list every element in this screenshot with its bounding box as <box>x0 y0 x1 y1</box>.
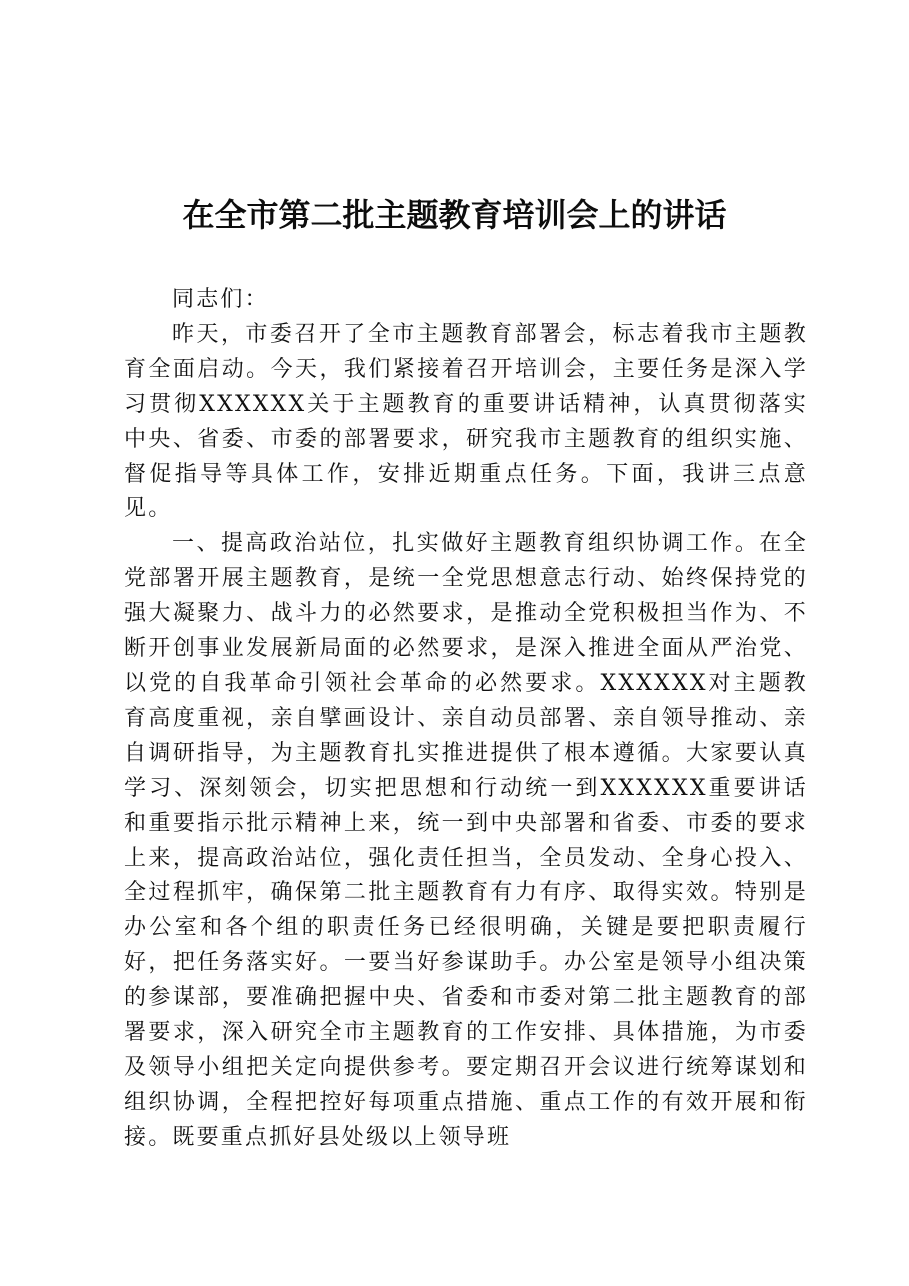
document-body <box>124 283 808 1156</box>
document-title: 在全市第二批主题教育培训会上的讲话 <box>182 196 727 234</box>
paragraph-section-one: 一、提高政治站位，扎实做好主题教育组织协调工作。在全党部署开展主题教育，是统一全党思想意志行动、始终保持党的强大凝聚力、战斗力的必然要求，是推动全党积极担当作为、不断开创事业发展新局面的必然要求，是深入推进全面从严治党、以党的自我革命引领社会革命的必然要求。XXXXXX对主题教育高度重视，亲自擘画设计、亲自动员部署、亲自领导推动、亲自调研指导，为主题教育扎实推进提供了根本遵循。大家要认真学习、深刻领会，切实把思想和行动统一到XXXXXX重要讲话和重要指示批示精神上来，统一到中央部署和省委、市委的要求上来，提高政治站位，强化责任担当，全员发动、全身心投入、全过程抓牢，确保第二批主题教育有力有序、取得实效。特别是办公室和各个组的职责任务已经很明确，关键是要把职责履行好，把任务落实好。一要当好参谋助手。办公室是领导小组决策的参谋部，要准确把握中央、省委和市委对第二批主题教育的部署要求，深入研究全市主题教育的工作安排、具体措施，为市委及领导小组把关定向提供参考。要定期召开会议进行统筹谋划和组织协调，全程把控好每项重点措施、重点工作的有效开展和衔接。既要重点抓好县处级以上领导班 <box>124 531 808 1150</box>
paragraph-intro: 昨天，市委召开了全市主题教育部署会，标志着我市主题教育全面启动。今天，我们紧接着召开培训会，主要任务是深入学习贯彻XXXXXX关于主题教育的重要讲话精神，认真贯彻落实中央、省委、市委的部署要求，研究我市主题教育的组织实施、督促指导等具体工作，安排近期重点任务。下面，我讲三点意见。 <box>124 321 808 522</box>
salutation: 同志们： <box>172 287 269 312</box>
